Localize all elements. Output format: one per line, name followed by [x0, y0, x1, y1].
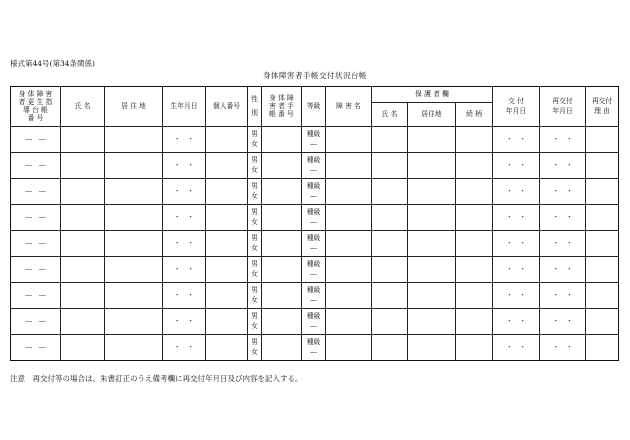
header-disability-name: 障 害 名	[326, 87, 372, 127]
cell-address[interactable]	[105, 153, 163, 179]
cell-reissue-reason[interactable]	[586, 231, 619, 257]
cell-sex[interactable]: 男 女	[248, 335, 262, 361]
cell-address[interactable]	[105, 231, 163, 257]
cell-sex[interactable]: 男 女	[248, 283, 262, 309]
cell-certificate-no[interactable]	[262, 309, 302, 335]
cell-sex[interactable]: 男 女	[248, 309, 262, 335]
cell-birth-date[interactable]: ・ ・	[163, 127, 206, 153]
cell-disability-name[interactable]	[326, 335, 372, 361]
cell-reissue-date[interactable]: ・ ・	[540, 153, 586, 179]
cell-issue-date[interactable]: ・ ・	[493, 127, 540, 153]
usage-note: 注意 再交付等の場合は、朱書訂正のうえ備考欄に再交付年月日及び内容を記入する。	[10, 374, 303, 383]
cell-guardian-name[interactable]	[372, 283, 408, 309]
header-guardian-relation: 続 柄	[456, 103, 493, 127]
cell-sex[interactable]: 男 女	[248, 205, 262, 231]
cell-address[interactable]	[105, 309, 163, 335]
cell-personal-number[interactable]	[206, 257, 248, 283]
header-record-no: 身 体 障 害 者 更 生 指 導 台 帳 番 号	[11, 87, 61, 127]
header-guardian-address: 居住地	[408, 103, 456, 127]
cell-name[interactable]	[61, 127, 105, 153]
cell-guardian-name[interactable]	[372, 309, 408, 335]
form-number: 様式第44号(第34条関係)	[10, 59, 95, 68]
cell-reissue-reason[interactable]	[586, 153, 619, 179]
header-address: 居 住 地	[105, 87, 163, 127]
cell-certificate-no[interactable]	[262, 231, 302, 257]
cell-issue-date[interactable]: ・ ・	[493, 179, 540, 205]
table-row	[11, 231, 619, 257]
cell-record-no[interactable]: ― ―	[11, 283, 61, 309]
cell-guardian-relation[interactable]	[456, 153, 493, 179]
cell-certificate-no[interactable]	[262, 179, 302, 205]
cell-issue-date[interactable]: ・ ・	[493, 257, 540, 283]
cell-guardian-relation[interactable]	[456, 231, 493, 257]
cell-certificate-no[interactable]	[262, 335, 302, 361]
cell-guardian-relation[interactable]	[456, 205, 493, 231]
cell-certificate-no[interactable]	[262, 257, 302, 283]
cell-grade[interactable]: 種級 ―	[302, 335, 326, 361]
cell-reissue-reason[interactable]	[586, 205, 619, 231]
cell-birth-date[interactable]: ・ ・	[163, 205, 206, 231]
cell-sex[interactable]: 男 女	[248, 153, 262, 179]
cell-name[interactable]	[61, 231, 105, 257]
cell-name[interactable]	[61, 335, 105, 361]
cell-issue-date[interactable]: ・ ・	[493, 205, 540, 231]
cell-guardian-name[interactable]	[372, 231, 408, 257]
cell-personal-number[interactable]	[206, 153, 248, 179]
cell-address[interactable]	[105, 283, 163, 309]
cell-birth-date[interactable]: ・ ・	[163, 231, 206, 257]
cell-grade[interactable]: 種級 ―	[302, 309, 326, 335]
cell-guardian-address[interactable]	[408, 205, 456, 231]
cell-address[interactable]	[105, 127, 163, 153]
cell-sex[interactable]: 男 女	[248, 257, 262, 283]
table-row	[11, 335, 619, 361]
cell-reissue-reason[interactable]	[586, 127, 619, 153]
cell-name[interactable]	[61, 179, 105, 205]
cell-reissue-date[interactable]: ・ ・	[540, 231, 586, 257]
cell-record-no[interactable]: ― ―	[11, 179, 61, 205]
cell-name[interactable]	[61, 205, 105, 231]
table-row	[11, 283, 619, 309]
cell-name[interactable]	[61, 257, 105, 283]
cell-birth-date[interactable]: ・ ・	[163, 335, 206, 361]
cell-personal-number[interactable]	[206, 231, 248, 257]
cell-guardian-address[interactable]	[408, 257, 456, 283]
cell-issue-date[interactable]: ・ ・	[493, 309, 540, 335]
cell-certificate-no[interactable]	[262, 153, 302, 179]
cell-name[interactable]	[61, 309, 105, 335]
cell-reissue-reason[interactable]	[586, 335, 619, 361]
cell-birth-date[interactable]: ・ ・	[163, 179, 206, 205]
cell-grade[interactable]: 種級 ―	[302, 205, 326, 231]
header-personal-number: 個人番号	[206, 87, 248, 127]
cell-guardian-name[interactable]	[372, 257, 408, 283]
cell-guardian-relation[interactable]	[456, 283, 493, 309]
cell-sex[interactable]: 男 女	[248, 179, 262, 205]
cell-guardian-name[interactable]	[372, 335, 408, 361]
cell-grade[interactable]: 種級 ―	[302, 179, 326, 205]
cell-reissue-date[interactable]: ・ ・	[540, 179, 586, 205]
header-issue-date: 交 付 年月日	[493, 87, 540, 127]
cell-name[interactable]	[61, 153, 105, 179]
cell-personal-number[interactable]	[206, 309, 248, 335]
cell-personal-number[interactable]	[206, 205, 248, 231]
cell-guardian-relation[interactable]	[456, 179, 493, 205]
cell-disability-name[interactable]	[326, 179, 372, 205]
cell-disability-name[interactable]	[326, 231, 372, 257]
cell-issue-date[interactable]: ・ ・	[493, 283, 540, 309]
cell-reissue-date[interactable]: ・ ・	[540, 283, 586, 309]
cell-record-no[interactable]: ― ―	[11, 257, 61, 283]
cell-guardian-name[interactable]	[372, 205, 408, 231]
cell-reissue-date[interactable]: ・ ・	[540, 257, 586, 283]
cell-guardian-address[interactable]	[408, 179, 456, 205]
cell-birth-date[interactable]: ・ ・	[163, 283, 206, 309]
cell-personal-number[interactable]	[206, 335, 248, 361]
header-certificate-no: 身 体 障 害 者 手 帳 番 号	[262, 87, 302, 127]
cell-personal-number[interactable]	[206, 127, 248, 153]
cell-sex[interactable]: 男 女	[248, 127, 262, 153]
table-row	[11, 257, 619, 283]
cell-certificate-no[interactable]	[262, 127, 302, 153]
table-row	[11, 127, 619, 153]
cell-sex[interactable]: 男 女	[248, 231, 262, 257]
cell-guardian-name[interactable]	[372, 153, 408, 179]
cell-grade[interactable]: 種級 ―	[302, 283, 326, 309]
cell-guardian-name[interactable]	[372, 127, 408, 153]
cell-record-no[interactable]: ― ―	[11, 127, 61, 153]
cell-grade[interactable]: 種級 ―	[302, 127, 326, 153]
cell-grade[interactable]: 種級 ―	[302, 153, 326, 179]
cell-birth-date[interactable]: ・ ・	[163, 153, 206, 179]
cell-reissue-reason[interactable]	[586, 179, 619, 205]
header-guardian-group: 保 護 者 欄	[372, 87, 493, 103]
header-guardian-name: 氏 名	[372, 103, 408, 127]
cell-grade[interactable]: 種級 ―	[302, 231, 326, 257]
ledger-body	[11, 127, 619, 361]
header-row-top	[11, 87, 619, 103]
cell-record-no[interactable]: ― ―	[11, 309, 61, 335]
cell-guardian-relation[interactable]	[456, 127, 493, 153]
cell-birth-date[interactable]: ・ ・	[163, 257, 206, 283]
cell-reissue-reason[interactable]	[586, 283, 619, 309]
table-row	[11, 153, 619, 179]
cell-guardian-address[interactable]	[408, 309, 456, 335]
cell-record-no[interactable]: ― ―	[11, 153, 61, 179]
header-grade: 等級	[302, 87, 326, 127]
cell-disability-name[interactable]	[326, 153, 372, 179]
cell-guardian-relation[interactable]	[456, 309, 493, 335]
cell-name[interactable]	[61, 283, 105, 309]
ledger-title: 身体障害者手帳交付状況台帳	[263, 71, 367, 80]
cell-guardian-relation[interactable]	[456, 257, 493, 283]
cell-disability-name[interactable]	[326, 127, 372, 153]
cell-reissue-date[interactable]: ・ ・	[540, 205, 586, 231]
cell-guardian-address[interactable]	[408, 335, 456, 361]
cell-address[interactable]	[105, 205, 163, 231]
cell-record-no[interactable]: ― ―	[11, 335, 61, 361]
cell-guardian-name[interactable]	[372, 179, 408, 205]
cell-personal-number[interactable]	[206, 283, 248, 309]
header-reissue-date: 再交付 年月日	[540, 87, 586, 127]
cell-issue-date[interactable]: ・ ・	[493, 335, 540, 361]
table-row	[11, 179, 619, 205]
cell-address[interactable]	[105, 179, 163, 205]
header-sex: 性 別	[248, 87, 262, 127]
cell-address[interactable]	[105, 335, 163, 361]
cell-birth-date[interactable]: ・ ・	[163, 309, 206, 335]
cell-grade[interactable]: 種級 ―	[302, 257, 326, 283]
cell-address[interactable]	[105, 257, 163, 283]
cell-guardian-address[interactable]	[408, 153, 456, 179]
cell-guardian-relation[interactable]	[456, 335, 493, 361]
header-birth-date: 生年月日	[163, 87, 206, 127]
cell-guardian-address[interactable]	[408, 231, 456, 257]
cell-reissue-date[interactable]: ・ ・	[540, 335, 586, 361]
header-name: 氏 名	[61, 87, 105, 127]
cell-personal-number[interactable]	[206, 179, 248, 205]
cell-record-no[interactable]: ― ―	[11, 231, 61, 257]
cell-disability-name[interactable]	[326, 205, 372, 231]
cell-certificate-no[interactable]	[262, 205, 302, 231]
table-row	[11, 205, 619, 231]
cell-record-no[interactable]: ― ―	[11, 205, 61, 231]
ledger-table	[10, 86, 619, 361]
cell-issue-date[interactable]: ・ ・	[493, 153, 540, 179]
cell-reissue-reason[interactable]	[586, 309, 619, 335]
header-reissue-reason: 再交付 理 由	[586, 87, 619, 127]
cell-issue-date[interactable]: ・ ・	[493, 231, 540, 257]
cell-certificate-no[interactable]	[262, 283, 302, 309]
cell-disability-name[interactable]	[326, 283, 372, 309]
cell-guardian-address[interactable]	[408, 283, 456, 309]
cell-reissue-reason[interactable]	[586, 257, 619, 283]
cell-disability-name[interactable]	[326, 257, 372, 283]
table-row	[11, 309, 619, 335]
cell-guardian-address[interactable]	[408, 127, 456, 153]
cell-reissue-date[interactable]: ・ ・	[540, 309, 586, 335]
cell-disability-name[interactable]	[326, 309, 372, 335]
cell-reissue-date[interactable]: ・ ・	[540, 127, 586, 153]
